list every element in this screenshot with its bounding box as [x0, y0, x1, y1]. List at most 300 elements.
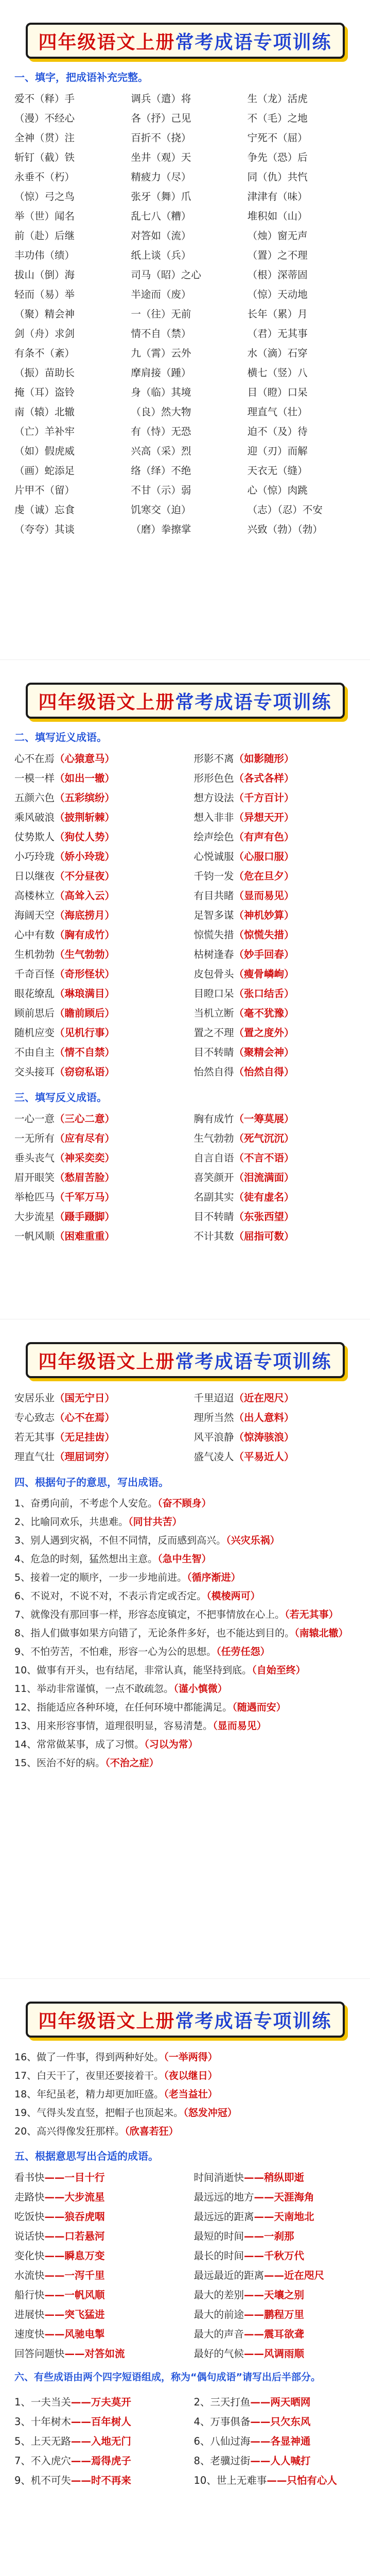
idiom-cell: 天衣无（缝） [247, 465, 308, 477]
idiom-question: 胸有成竹 [193, 1113, 234, 1125]
idiom-cell: 乱七八（糟） [131, 210, 191, 222]
idiom-prompt: 8、老骥过街 [193, 2455, 251, 2467]
idiom-pair [14, 788, 177, 808]
idiom-cell: 斩钉（截）铁 [14, 151, 75, 163]
idiom-cell: 同（仇）共忾 [247, 171, 308, 183]
idiom-prompt: 最远最近的距离 [193, 2269, 265, 2281]
idiom-cell: 虔（诚）忘食 [14, 504, 75, 516]
question-text: 7、就像没有那回事一样，形容态度镇定，不把事情放在心上。 [14, 1609, 285, 1620]
idiom-cell: 轻而（易）举 [14, 289, 75, 300]
idiom-answer: （高耸入云） [55, 890, 115, 902]
idiom-cell: （漫）不经心 [14, 112, 75, 124]
question-item [14, 1494, 356, 1513]
fill-blank-table [14, 89, 356, 539]
idiom-answer: （心服口服） [234, 851, 294, 862]
idiom-dash: —— [250, 2455, 271, 2467]
idiom-pair [14, 1188, 177, 1207]
question-item [14, 1754, 356, 1772]
idiom-cell: 片甲不（留） [14, 484, 75, 496]
idiom-answer: 只欠东风 [270, 2416, 311, 2428]
idiom-triple [14, 2451, 177, 2471]
idiom-answer: 时不再来 [91, 2475, 131, 2486]
idiom-answer: （神机妙算） [234, 909, 294, 921]
question-text: 10、做事有开头，也有结尾，非常认真，能坚持到底。 [14, 1665, 252, 1676]
section-heading-3: 三、填写反义成语。 [14, 1091, 107, 1104]
idiom-cell: 摩肩接（踵） [131, 367, 191, 379]
question-answer: （同甘共苦） [128, 1516, 182, 1528]
idiom-prompt: 1、一夫当关 [14, 2396, 71, 2408]
idiom-dash: —— [254, 2211, 274, 2223]
idiom-triple [194, 2393, 356, 2412]
question-item [14, 1568, 356, 1587]
idiom-question: 想方设法 [193, 792, 234, 804]
idiom-triple [14, 2285, 177, 2305]
idiom-pair [14, 847, 177, 867]
idiom-triple [194, 2344, 356, 2364]
idiom-triple [194, 2227, 356, 2246]
idiom-answer: （惊慌失措） [234, 929, 294, 941]
meaning-idiom-table [14, 2168, 356, 2364]
idiom-pair [194, 1004, 356, 1023]
idiom-cell: 一（往）无前 [131, 308, 191, 320]
idiom-cell: 迫不（及）待 [247, 426, 308, 437]
idiom-prompt: 4、万事俱备 [193, 2416, 251, 2428]
idiom-cell: 永垂不（朽） [14, 171, 75, 183]
idiom-answer: （毫不犹豫） [234, 1007, 294, 1019]
idiom-cell: 兴致（勃）（勃） [247, 523, 323, 535]
idiom-prompt: 吃饭快 [14, 2211, 45, 2223]
idiom-cell: 调兵（遣）将 [131, 93, 191, 105]
idiom-pair [14, 984, 177, 1004]
idiom-cell: 迎（刃）而解 [247, 445, 308, 457]
idiom-pair [194, 847, 356, 867]
page-3 [0, 1319, 370, 1978]
idiom-cell: （烛）窗无声 [247, 230, 308, 242]
idiom-answer: （异想天开） [234, 811, 294, 823]
idiom-answer: （一筹莫展） [234, 1113, 294, 1125]
idiom-cell: （惊）弓之鸟 [14, 191, 75, 202]
idiom-prompt: 最好的气候 [193, 2348, 244, 2360]
idiom-pair [194, 925, 356, 945]
idiom-prompt: 进展快 [14, 2309, 45, 2320]
idiom-triple [194, 2207, 356, 2227]
idiom-question: 自言自语 [193, 1152, 234, 1164]
idiom-cell: 目（瞪）口呆 [247, 386, 308, 398]
question-answer: （谨小慎微） [173, 1683, 227, 1694]
idiom-question: 海阔天空 [14, 909, 55, 921]
idiom-pair [14, 1168, 177, 1188]
idiom-question: 理直气壮 [14, 1451, 55, 1463]
idiom-question: 一无所有 [14, 1132, 55, 1144]
question-text: 5、接着一定的顺序，一步一步地前进。 [14, 1572, 187, 1583]
idiom-cell: 百折不（挠） [131, 132, 191, 144]
idiom-pair [14, 1227, 177, 1246]
idiom-triple [14, 2305, 177, 2325]
idiom-prompt: 5、上天无路 [14, 2435, 71, 2447]
idiom-question: 不由自主 [14, 1046, 55, 1058]
idiom-answer: （千军万马） [55, 1191, 115, 1203]
idiom-prompt: 9、机不可失 [14, 2475, 71, 2486]
question-answer: （兴灾乐祸） [226, 1535, 280, 1546]
idiom-triple [14, 2227, 177, 2246]
idiom-question: 专心致志 [14, 1412, 55, 1423]
idiom-question: 眉开眼笑 [14, 1172, 55, 1183]
idiom-pair [14, 1109, 177, 1129]
idiom-question: 乘风破浪 [14, 811, 55, 823]
idiom-prompt: 最大的前途 [193, 2309, 244, 2320]
idiom-prompt: 回答问题快 [14, 2348, 65, 2360]
question-text: 1、奋勇向前，不考虑个人安危。 [14, 1498, 158, 1509]
idiom-answer: （海底捞月） [55, 909, 115, 921]
idiom-answer: （理屈词穷） [55, 1451, 115, 1463]
idiom-pair [194, 788, 356, 808]
question-answer: （奋不顾身） [157, 1498, 212, 1509]
question-text: 2、比喻同欢乐，共患难。 [14, 1516, 129, 1528]
idiom-answer: 入地无门 [91, 2435, 131, 2447]
idiom-dash: —— [71, 2455, 91, 2467]
title-banner [26, 2002, 345, 2038]
idiom-pair [194, 1023, 356, 1043]
question-text: 18、年纪虽老，精力却更加旺盛。 [14, 2089, 164, 2100]
idiom-dash: —— [267, 2475, 287, 2486]
idiom-answer: 风驰电掣 [64, 2328, 105, 2340]
idiom-pair [14, 1388, 177, 1408]
question-answer: （模棱两可） [206, 1590, 260, 1602]
idiom-pair [14, 1408, 177, 1428]
idiom-dash: —— [71, 2475, 91, 2486]
idiom-answer: 近在咫尺 [284, 2269, 325, 2281]
idiom-answer: （东张西望） [234, 1211, 294, 1223]
idiom-triple [194, 2305, 356, 2325]
question-answer: （若无其事） [285, 1609, 339, 1620]
idiom-pair [194, 1148, 356, 1168]
idiom-triple [14, 2432, 177, 2451]
question-text: 4、危急的时刻，猛然想出主意。 [14, 1553, 158, 1565]
idiom-cell: 理直气（壮） [247, 406, 308, 418]
idiom-dash: —— [71, 2396, 91, 2408]
idiom-cell: 拔山（倒）海 [14, 269, 75, 281]
page-4 [0, 1978, 370, 2576]
sentence-idiom-list-cont [14, 2048, 356, 2141]
idiom-question: 心中有数 [14, 929, 55, 941]
idiom-answer: （平易近人） [234, 1451, 294, 1463]
idiom-pair [14, 1428, 177, 1447]
idiom-dash: —— [71, 2416, 91, 2428]
question-item [14, 1642, 356, 1661]
question-item [14, 2085, 356, 2104]
idiom-question: 顾前思后 [14, 1007, 55, 1019]
idiom-prompt: 最大的差别 [193, 2289, 244, 2301]
question-text: 11、举动非常谨慎，一点不敢疏忽。 [14, 1683, 174, 1694]
title-banner [26, 23, 345, 59]
idiom-cell: 爱不（释）手 [14, 93, 75, 105]
idiom-answer: （瘦骨嶙峋） [234, 968, 294, 980]
idiom-triple [14, 2207, 177, 2227]
idiom-cell: 生（龙）活虎 [247, 93, 308, 105]
idiom-question: 盛气凌人 [193, 1451, 234, 1463]
idiom-question: 安居乐业 [14, 1392, 55, 1404]
question-item [14, 1605, 356, 1624]
idiom-question: 一模一样 [14, 772, 55, 784]
idiom-pair [194, 1388, 356, 1408]
idiom-answer: （如影随形） [234, 753, 294, 765]
idiom-pair [194, 769, 356, 788]
question-item [14, 1735, 356, 1754]
idiom-question: 千里迢迢 [193, 1392, 234, 1404]
idiom-prompt: 10、世上无难事 [193, 2475, 267, 2486]
idiom-cell: 剑（舟）求剑 [14, 328, 75, 340]
idiom-answer: （困难重重） [55, 1230, 115, 1242]
question-item [14, 1624, 356, 1642]
idiom-cell: 全神（贯）注 [14, 132, 75, 144]
idiom-answer: （不分昼夜） [55, 870, 115, 882]
idiom-answer: 对答如流 [84, 2348, 125, 2360]
idiom-cell: 争先（恐）后 [247, 151, 308, 163]
idiom-pair [194, 1408, 356, 1428]
question-answer: （循序渐进） [187, 1572, 241, 1583]
idiom-pair [14, 964, 177, 984]
idiom-answer: （奇形怪状） [55, 968, 115, 980]
idiom-answer: （披荆斩棘） [55, 811, 115, 823]
idiom-prompt: 速度快 [14, 2328, 45, 2340]
question-item [14, 1680, 356, 1698]
idiom-pair [194, 1447, 356, 1467]
idiom-question: 目瞪口呆 [193, 988, 234, 999]
idiom-dash: —— [44, 2309, 65, 2320]
idiom-cell: （置）之不理 [247, 249, 308, 261]
idiom-pair [194, 1109, 356, 1129]
title-banner [26, 683, 345, 719]
idiom-answer: （徒有虚名） [234, 1191, 294, 1203]
idiom-triple [194, 2266, 356, 2285]
idiom-prompt: 说话快 [14, 2230, 45, 2242]
idiom-answer: 震耳欲聋 [264, 2328, 305, 2340]
idiom-triple [194, 2412, 356, 2432]
idiom-answer: 瞬息万变 [64, 2250, 105, 2262]
idiom-question: 理所当然 [193, 1412, 234, 1423]
idiom-cell: （如）假虎威 [14, 445, 75, 457]
title-banner [26, 1342, 345, 1378]
idiom-cell: 精疲力（尽） [131, 171, 191, 183]
idiom-pair [14, 1148, 177, 1168]
idiom-pair [194, 1129, 356, 1148]
couplet-idiom-table [14, 2393, 356, 2490]
idiom-dash: —— [44, 2289, 65, 2301]
idiom-question: 一心一意 [14, 1113, 55, 1125]
idiom-cell: （画）蛇添足 [14, 465, 75, 477]
idiom-question: 眼花缭乱 [14, 988, 55, 999]
idiom-question: 小巧玲珑 [14, 851, 55, 862]
idiom-question: 生机勃勃 [14, 948, 55, 960]
antonym-table-cont [14, 1388, 356, 1467]
idiom-question: 惊慌失措 [193, 929, 234, 941]
idiom-answer: （有声有色） [234, 831, 294, 843]
idiom-pair [194, 906, 356, 925]
idiom-cell: 情不自（禁） [131, 328, 191, 340]
idiom-answer: 一泻千里 [64, 2269, 105, 2281]
idiom-answer: （心猿意马） [55, 753, 115, 765]
idiom-prompt: 最大的声音 [193, 2328, 244, 2340]
idiom-answer: （娇小玲珑） [55, 851, 115, 862]
idiom-answer: （神采奕奕） [55, 1152, 115, 1164]
page-1 [0, 0, 370, 659]
idiom-cell: 水（滴）石穿 [247, 347, 308, 359]
title-part2: 常考成语专项训练 [175, 691, 332, 713]
idiom-answer: 风调雨顺 [264, 2348, 305, 2360]
idiom-cell: 丰功伟（绩） [14, 249, 75, 261]
idiom-triple [14, 2168, 177, 2188]
idiom-triple [14, 2344, 177, 2364]
idiom-answer: 天南地北 [274, 2211, 314, 2223]
idiom-cell: 饥寒交（迫） [131, 504, 191, 516]
idiom-question: 风平浪静 [193, 1431, 234, 1443]
idiom-pair [14, 1043, 177, 1062]
question-text: 15、医治不好的病。 [14, 1757, 105, 1769]
idiom-question: 垂头丧气 [14, 1152, 55, 1164]
idiom-cell: （夸夸）其谈 [14, 523, 75, 535]
question-answer: （老当益壮） [164, 2089, 218, 2100]
idiom-pair [14, 1447, 177, 1467]
idiom-answer: （近在咫尺） [234, 1392, 294, 1404]
idiom-pair [194, 886, 356, 906]
idiom-answer: （屈指可数） [234, 1230, 294, 1242]
idiom-answer: 百年树人 [91, 2416, 131, 2428]
section-heading-5: 五、根据意思写出合适的成语。 [14, 2150, 158, 2162]
idiom-dash: —— [64, 2348, 85, 2360]
question-text: 19、气得头发直竖，把帽子也顶起来。 [14, 2107, 184, 2119]
idiom-pair [14, 906, 177, 925]
idiom-triple [14, 2246, 177, 2266]
question-answer: （任劳任怨） [216, 1646, 270, 1657]
idiom-answer: （如出一辙） [55, 772, 115, 784]
question-item [14, 1550, 356, 1568]
question-answer: （急中生智） [157, 1553, 212, 1565]
idiom-question: 千奇百怪 [14, 968, 55, 980]
idiom-pair [14, 808, 177, 827]
question-text: 14、常常做某事，成了习惯。 [14, 1739, 145, 1750]
idiom-triple [194, 2246, 356, 2266]
idiom-cell: 心（惊）肉跳 [247, 484, 308, 496]
idiom-pair [194, 1188, 356, 1207]
question-text: 6、不说对，不说不对，不表示肯定或否定。 [14, 1590, 207, 1602]
question-item [14, 2048, 356, 2066]
idiom-cell: 张牙（舞）爪 [131, 191, 191, 202]
question-item [14, 2104, 356, 2122]
question-text: 3、别人遇到灾祸，不但不同情，反而感到高兴。 [14, 1535, 226, 1546]
idiom-question: 置之不理 [193, 1027, 234, 1039]
idiom-answer: （应有尽有） [55, 1132, 115, 1144]
idiom-answer: （琳琅满目） [55, 988, 115, 999]
idiom-dash: —— [264, 2269, 285, 2281]
idiom-pair [194, 1168, 356, 1188]
idiom-answer: （张口结舌） [234, 988, 294, 999]
idiom-cell: 举（世）闻名 [14, 210, 75, 222]
question-text: 20、高兴得像发狂那样。 [14, 2126, 125, 2137]
idiom-cell: 有（恃）无恐 [131, 426, 191, 437]
idiom-pair [14, 886, 177, 906]
idiom-dash: —— [44, 2230, 65, 2242]
idiom-question: 当机立断 [193, 1007, 234, 1019]
idiom-triple [194, 2325, 356, 2344]
idiom-prompt: 最短的时间 [193, 2230, 244, 2242]
question-item [14, 1698, 356, 1717]
idiom-cell: 不甘（示）弱 [131, 484, 191, 496]
idiom-question: 五颜六色 [14, 792, 55, 804]
question-answer: （自始至终） [252, 1665, 306, 1676]
idiom-pair [194, 867, 356, 886]
title-part2: 常考成语专项训练 [175, 2010, 332, 2032]
idiom-cell: （磨）拳擦掌 [131, 523, 191, 535]
idiom-dash: —— [250, 2396, 271, 2408]
idiom-pair [14, 749, 177, 769]
idiom-prompt: 3、十年树木 [14, 2416, 71, 2428]
idiom-triple [14, 2393, 177, 2412]
idiom-cell: （根）深蒂固 [247, 269, 308, 281]
idiom-question: 枯树逢春 [193, 948, 234, 960]
idiom-question: 随机应变 [14, 1027, 55, 1039]
idiom-cell: （聚）精会神 [14, 308, 75, 320]
title-part1: 四年级语文上册 [38, 31, 175, 53]
antonym-table [14, 1109, 356, 1246]
idiom-prompt: 水流快 [14, 2269, 45, 2281]
idiom-pair [194, 945, 356, 964]
question-answer: （习以为常） [144, 1739, 198, 1750]
idiom-cell: 兴高（采）烈 [131, 445, 191, 457]
idiom-pair [194, 984, 356, 1004]
idiom-question: 不计其数 [193, 1230, 234, 1242]
idiom-dash: —— [250, 2416, 271, 2428]
question-item [14, 1531, 356, 1550]
idiom-answer: （妙手回春） [234, 948, 294, 960]
idiom-answer: 各显神通 [270, 2435, 311, 2447]
question-item [14, 2066, 356, 2085]
synonym-table [14, 749, 356, 1082]
idiom-cell: 各（抒）己见 [131, 112, 191, 124]
idiom-pair [14, 1023, 177, 1043]
idiom-cell: 宁死不（屈） [247, 132, 308, 144]
question-item [14, 1587, 356, 1605]
idiom-cell: （振）苗助长 [14, 367, 75, 379]
idiom-prompt: 时间消逝快 [193, 2172, 244, 2183]
idiom-prompt: 看书快 [14, 2172, 45, 2183]
idiom-answer: 天涯海角 [274, 2191, 314, 2203]
idiom-question: 举枪匹马 [14, 1191, 55, 1203]
question-item [14, 1717, 356, 1735]
idiom-answer: 千秋万代 [264, 2250, 305, 2262]
idiom-prompt: 最长的时间 [193, 2250, 244, 2262]
idiom-dash: —— [244, 2230, 265, 2242]
idiom-triple [194, 2432, 356, 2451]
idiom-answer: （置之度外） [234, 1027, 294, 1039]
idiom-dash: —— [44, 2328, 65, 2340]
idiom-triple [194, 2451, 356, 2471]
idiom-pair [14, 1004, 177, 1023]
idiom-answer: （出人意料） [234, 1412, 294, 1423]
question-answer: （怒发冲冠） [183, 2107, 237, 2119]
idiom-question: 心不在焉 [14, 753, 55, 765]
idiom-answer: 天壤之别 [264, 2289, 305, 2301]
idiom-answer: 一帆风顺 [64, 2289, 105, 2301]
idiom-pair [194, 1428, 356, 1447]
idiom-pair [14, 925, 177, 945]
idiom-cell: 津津有（味） [247, 191, 308, 202]
idiom-prompt: 6、八仙过海 [193, 2435, 251, 2447]
idiom-question: 形形色色 [193, 772, 234, 784]
idiom-answer: （心不在焉） [55, 1412, 115, 1423]
idiom-answer: 只怕有心人 [287, 2475, 337, 2486]
idiom-prompt: 最远远的地方 [193, 2191, 254, 2203]
idiom-dash: —— [244, 2348, 265, 2360]
